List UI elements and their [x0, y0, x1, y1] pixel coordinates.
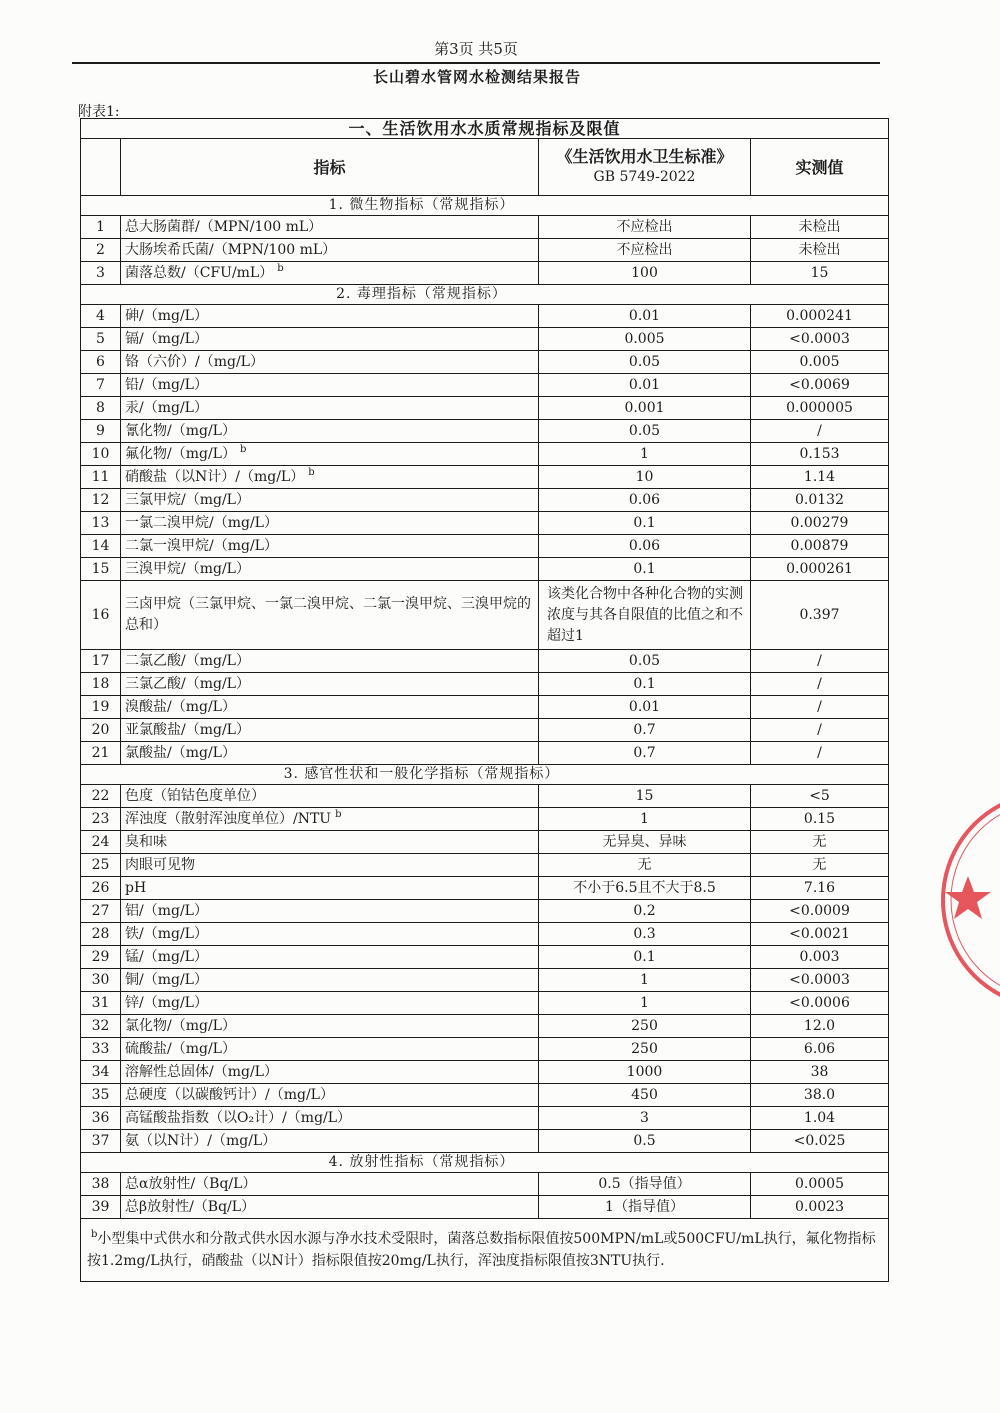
- row-number: 12: [81, 489, 121, 512]
- table-row: [81, 1107, 889, 1130]
- footnote-row: [81, 1219, 889, 1282]
- header-number: [81, 139, 121, 196]
- indicator-cell: [121, 1130, 539, 1153]
- row-number: 38: [81, 1173, 121, 1196]
- table-row: [81, 558, 889, 581]
- results-table: [80, 118, 889, 1282]
- table-row: [81, 673, 889, 696]
- measured-value: <0.025: [751, 1130, 889, 1153]
- limit-value: 10: [539, 466, 751, 489]
- indicator-cell: [121, 877, 539, 900]
- indicator-name: 浑浊度（散射浑浊度单位）/NTU: [125, 810, 332, 827]
- table-row: [81, 831, 889, 854]
- indicator-name: 三溴甲烷/（mg/L）: [125, 560, 250, 577]
- limit-value: 0.01: [539, 696, 751, 719]
- measured-value: 0.15: [751, 808, 889, 831]
- row-number: 33: [81, 1038, 121, 1061]
- measured-value: <0.0003: [751, 328, 889, 351]
- row-number: 21: [81, 742, 121, 765]
- indicator-name: 高锰酸盐指数（以O₂计）/（mg/L）: [125, 1109, 352, 1126]
- row-number: 35: [81, 1084, 121, 1107]
- measured-value: 15: [751, 262, 889, 285]
- limit-value: 0.005: [539, 328, 751, 351]
- indicator-name: 溴酸盐/（mg/L）: [125, 698, 236, 715]
- indicator-cell: [121, 558, 539, 581]
- section-title: 1. 微生物指标（常规指标）: [81, 196, 889, 216]
- table-row: [81, 946, 889, 969]
- table-row: [81, 1196, 889, 1219]
- header-standard-name: 《生活饮用水卫生标准》: [556, 147, 733, 166]
- indicator-cell: [121, 239, 539, 262]
- row-number: 9: [81, 420, 121, 443]
- table-row: [81, 969, 889, 992]
- indicator-cell: [121, 808, 539, 831]
- row-number: 15: [81, 558, 121, 581]
- row-number: 25: [81, 854, 121, 877]
- row-number: 6: [81, 351, 121, 374]
- row-number: 20: [81, 719, 121, 742]
- measured-value: 38: [751, 1061, 889, 1084]
- indicator-cell: [121, 374, 539, 397]
- row-number: 32: [81, 1015, 121, 1038]
- indicator-name: 氯化物/（mg/L）: [125, 1017, 236, 1034]
- footnote: [81, 1219, 889, 1282]
- limit-value: 0.05: [539, 351, 751, 374]
- limit-value: 3: [539, 1107, 751, 1130]
- table-row: [81, 443, 889, 466]
- measured-value: 0.0005: [751, 1173, 889, 1196]
- row-number: 18: [81, 673, 121, 696]
- table-row: [81, 239, 889, 262]
- limit-value: 15: [539, 785, 751, 808]
- measured-value: 0.397: [751, 581, 889, 650]
- indicator-name: 大肠埃希氏菌/（MPN/100 mL）: [125, 241, 337, 258]
- measured-value: /: [751, 420, 889, 443]
- indicator-cell: [121, 581, 539, 650]
- indicator-name: 总硬度（以碳酸钙计）/（mg/L）: [125, 1086, 334, 1103]
- indicator-name: 汞/（mg/L）: [125, 399, 208, 416]
- measured-value: 0.00879: [751, 535, 889, 558]
- indicator-cell: [121, 969, 539, 992]
- limit-value: 0.06: [539, 489, 751, 512]
- indicator-name: 氨（以N计）/（mg/L）: [125, 1132, 277, 1149]
- page-number-info: 第3页 共5页: [434, 40, 518, 58]
- row-number: 1: [81, 216, 121, 239]
- column-header-row: [81, 139, 889, 196]
- row-number: 37: [81, 1130, 121, 1153]
- section-title: 2. 毒理指标（常规指标）: [81, 285, 889, 305]
- row-number: 24: [81, 831, 121, 854]
- row-number: 19: [81, 696, 121, 719]
- limit-value: 0.3: [539, 923, 751, 946]
- limit-value: 450: [539, 1084, 751, 1107]
- section-title: 3. 感官性状和一般化学指标（常规指标）: [81, 765, 889, 785]
- table-row: [81, 1130, 889, 1153]
- footnote-mark: b: [335, 808, 342, 820]
- indicator-name: 氯酸盐/（mg/L）: [125, 744, 236, 761]
- table-title: 一、生活饮用水水质常规指标及限值: [81, 119, 889, 139]
- indicator-cell: [121, 854, 539, 877]
- indicator-cell: [121, 673, 539, 696]
- limit-value: 0.1: [539, 558, 751, 581]
- indicator-name: 锌/（mg/L）: [125, 994, 208, 1011]
- indicator-cell: [121, 1061, 539, 1084]
- table-row: [81, 1084, 889, 1107]
- row-number: 26: [81, 877, 121, 900]
- indicator-cell: [121, 696, 539, 719]
- measured-value: 未检出: [751, 216, 889, 239]
- table-title-row: [81, 119, 889, 139]
- row-number: 36: [81, 1107, 121, 1130]
- row-number: 29: [81, 946, 121, 969]
- indicator-cell: [121, 831, 539, 854]
- indicator-name: 镉/（mg/L）: [125, 330, 208, 347]
- table-row: [81, 785, 889, 808]
- measured-value: 0.0132: [751, 489, 889, 512]
- table-row: [81, 216, 889, 239]
- row-number: 34: [81, 1061, 121, 1084]
- indicator-name: pH: [125, 879, 147, 896]
- indicator-name: 锰/（mg/L）: [125, 948, 208, 965]
- limit-value: 0.7: [539, 742, 751, 765]
- measured-value: 0.00279: [751, 512, 889, 535]
- indicator-cell: [121, 466, 539, 489]
- limit-value: 0.01: [539, 374, 751, 397]
- section-header-row: [81, 196, 889, 216]
- measured-value: <0.0069: [751, 374, 889, 397]
- indicator-cell: [121, 216, 539, 239]
- measured-value: /: [751, 719, 889, 742]
- limit-value: 不应检出: [539, 216, 751, 239]
- indicator-cell: [121, 1196, 539, 1219]
- table-row: [81, 1038, 889, 1061]
- results-body: [81, 196, 889, 1219]
- row-number: 14: [81, 535, 121, 558]
- indicator-name: 总α放射性/（Bq/L）: [125, 1175, 257, 1192]
- indicator-name: 溶解性总固体/（mg/L）: [125, 1063, 278, 1080]
- row-number: 5: [81, 328, 121, 351]
- measured-value: 0.003: [751, 946, 889, 969]
- measured-value: 7.16: [751, 877, 889, 900]
- section-header-row: [81, 285, 889, 305]
- indicator-cell: [121, 443, 539, 466]
- limit-value: 不应检出: [539, 239, 751, 262]
- indicator-name: 总β放射性/（Bq/L）: [125, 1198, 256, 1215]
- limit-value: 0.01: [539, 305, 751, 328]
- row-number: 11: [81, 466, 121, 489]
- measured-value: <0.0009: [751, 900, 889, 923]
- measured-value: 6.06: [751, 1038, 889, 1061]
- table-row: [81, 262, 889, 285]
- limit-value: 250: [539, 1015, 751, 1038]
- indicator-name: 铅/（mg/L）: [125, 376, 208, 393]
- indicator-name: 菌落总数/（CFU/mL）: [125, 264, 274, 281]
- indicator-cell: [121, 1015, 539, 1038]
- limit-value: 1（指导值）: [539, 1196, 751, 1219]
- indicator-cell: [121, 535, 539, 558]
- row-number: 23: [81, 808, 121, 831]
- table-row: [81, 923, 889, 946]
- table-row: [81, 900, 889, 923]
- indicator-cell: [121, 785, 539, 808]
- indicator-cell: [121, 1084, 539, 1107]
- measured-value: /: [751, 673, 889, 696]
- row-number: 16: [81, 581, 121, 650]
- indicator-cell: [121, 650, 539, 673]
- row-number: 3: [81, 262, 121, 285]
- table-row: [81, 1015, 889, 1038]
- table-row: [81, 808, 889, 831]
- row-number: 22: [81, 785, 121, 808]
- measured-value: 0.000261: [751, 558, 889, 581]
- measured-value: 0.0023: [751, 1196, 889, 1219]
- measured-value: <5: [751, 785, 889, 808]
- limit-value: 0.7: [539, 719, 751, 742]
- indicator-name: 三卤甲烷（三氯甲烷、一氯二溴甲烷、二氯一溴甲烷、三溴甲烷的总和）: [125, 596, 531, 633]
- table-row: [81, 1061, 889, 1084]
- measured-value: /: [751, 742, 889, 765]
- limit-value: 250: [539, 1038, 751, 1061]
- table-row: [81, 854, 889, 877]
- limit-value: 1000: [539, 1061, 751, 1084]
- limit-value: 1: [539, 969, 751, 992]
- footnote-mark: b: [91, 1229, 98, 1240]
- header-measured: 实测值: [751, 139, 889, 196]
- row-number: 7: [81, 374, 121, 397]
- row-number: 13: [81, 512, 121, 535]
- header-standard: [539, 139, 751, 196]
- limit-value: 0.1: [539, 673, 751, 696]
- limit-value: 0.5（指导值）: [539, 1173, 751, 1196]
- indicator-name: 二氯一溴甲烷/（mg/L）: [125, 537, 278, 554]
- limit-value: 无异臭、异味: [539, 831, 751, 854]
- indicator-cell: [121, 742, 539, 765]
- indicator-cell: [121, 262, 539, 285]
- footnote-mark: b: [308, 466, 315, 478]
- row-number: 30: [81, 969, 121, 992]
- indicator-name: 铬（六价）/（mg/L）: [125, 353, 264, 370]
- table-row: [81, 489, 889, 512]
- indicator-cell: [121, 489, 539, 512]
- limit-value: 不小于6.5且不大于8.5: [539, 877, 751, 900]
- table-row: [81, 581, 889, 650]
- table-row: [81, 742, 889, 765]
- row-number: 10: [81, 443, 121, 466]
- measured-value: 0.153: [751, 443, 889, 466]
- footnote-mark: b: [239, 443, 247, 455]
- indicator-cell: [121, 328, 539, 351]
- indicator-name: 三氯甲烷/（mg/L）: [125, 491, 250, 508]
- limit-value: 0.001: [539, 397, 751, 420]
- table-row: [81, 512, 889, 535]
- measured-value: <0.0006: [751, 992, 889, 1015]
- limit-value: 1: [539, 808, 751, 831]
- limit-value: 0.05: [539, 420, 751, 443]
- indicator-cell: [121, 1038, 539, 1061]
- indicator-cell: [121, 992, 539, 1015]
- indicator-cell: [121, 420, 539, 443]
- annex-label: 附表1:: [78, 104, 120, 120]
- measured-value: 0.005: [751, 351, 889, 374]
- measured-value: 1.14: [751, 466, 889, 489]
- indicator-name: 氟化物/（mg/L）: [125, 445, 236, 462]
- limit-value: 0.2: [539, 900, 751, 923]
- limit-value: 该类化合物中各种化合物的实测浓度与其各自限值的比值之和不超过1: [539, 581, 751, 650]
- official-seal: [900, 780, 1000, 1020]
- indicator-name: 铜/（mg/L）: [125, 971, 208, 988]
- row-number: 27: [81, 900, 121, 923]
- indicator-cell: [121, 946, 539, 969]
- row-number: 28: [81, 923, 121, 946]
- measured-value: 无: [751, 831, 889, 854]
- indicator-name: 一氯二溴甲烷/（mg/L）: [125, 514, 278, 531]
- limit-value: 0.1: [539, 946, 751, 969]
- table-row: [81, 397, 889, 420]
- measured-value: 未检出: [751, 239, 889, 262]
- row-number: 17: [81, 650, 121, 673]
- indicator-cell: [121, 351, 539, 374]
- indicator-cell: [121, 923, 539, 946]
- header-rule: [72, 62, 880, 64]
- measured-value: /: [751, 650, 889, 673]
- measured-value: 0.000005: [751, 397, 889, 420]
- indicator-name: 亚氯酸盐/（mg/L）: [125, 721, 250, 738]
- table-row: [81, 650, 889, 673]
- row-number: 31: [81, 992, 121, 1015]
- table-row: [81, 420, 889, 443]
- limit-value: 0.06: [539, 535, 751, 558]
- header-standard-code: GB 5749-2022: [593, 169, 696, 185]
- indicator-cell: [121, 1173, 539, 1196]
- indicator-name: 总大肠菌群/（MPN/100 mL）: [125, 218, 323, 235]
- limit-value: 1: [539, 992, 751, 1015]
- table-row: [81, 351, 889, 374]
- limit-value: 0.5: [539, 1130, 751, 1153]
- indicator-name: 臭和味: [125, 833, 167, 850]
- section-title: 4. 放射性指标（常规指标）: [81, 1153, 889, 1173]
- indicator-name: 铁/（mg/L）: [125, 925, 208, 942]
- indicator-name: 砷/（mg/L）: [125, 307, 208, 324]
- measured-value: 1.04: [751, 1107, 889, 1130]
- table-row: [81, 696, 889, 719]
- measured-value: /: [751, 696, 889, 719]
- indicator-cell: [121, 1107, 539, 1130]
- row-number: 4: [81, 305, 121, 328]
- indicator-name: 肉眼可见物: [125, 856, 195, 873]
- limit-value: 无: [539, 854, 751, 877]
- indicator-name: 三氯乙酸/（mg/L）: [125, 675, 250, 692]
- measured-value: <0.0021: [751, 923, 889, 946]
- row-number: 8: [81, 397, 121, 420]
- table-row: [81, 992, 889, 1015]
- measured-value: 38.0: [751, 1084, 889, 1107]
- indicator-name: 硝酸盐（以N计）/（mg/L）: [125, 468, 305, 485]
- indicator-name: 氰化物/（mg/L）: [125, 422, 236, 439]
- table-row: [81, 305, 889, 328]
- indicator-name: 二氯乙酸/（mg/L）: [125, 652, 250, 669]
- row-number: 39: [81, 1196, 121, 1219]
- limit-value: 100: [539, 262, 751, 285]
- limit-value: 0.1: [539, 512, 751, 535]
- indicator-cell: [121, 305, 539, 328]
- measured-value: 12.0: [751, 1015, 889, 1038]
- limit-value: 0.05: [539, 650, 751, 673]
- report-title: 长山碧水管网水检测结果报告: [372, 68, 581, 86]
- header-indicator: 指标: [121, 139, 539, 196]
- footnote-text: 小型集中式供水和分散式供水因水源与净水技术受限时，菌落总数指标限值按500MPN/mL或500CFU/mL执行，氟化物指标按1.2mg/L执行，硝酸盐（以N计）指标限值按20mg/L执行，浑浊度指标限值按3NTU执行.: [87, 1231, 876, 1269]
- row-number: 2: [81, 239, 121, 262]
- table-row: [81, 877, 889, 900]
- table-row: [81, 374, 889, 397]
- section-header-row: [81, 765, 889, 785]
- measured-value: 0.000241: [751, 305, 889, 328]
- table-row: [81, 535, 889, 558]
- table-row: [81, 719, 889, 742]
- measured-value: <0.0003: [751, 969, 889, 992]
- measured-value: 无: [751, 854, 889, 877]
- indicator-name: 硫酸盐/（mg/L）: [125, 1040, 236, 1057]
- section-header-row: [81, 1153, 889, 1173]
- indicator-name: 铝/（mg/L）: [125, 902, 208, 919]
- footnote-mark: b: [277, 262, 284, 274]
- indicator-cell: [121, 719, 539, 742]
- indicator-cell: [121, 512, 539, 535]
- limit-value: 1: [539, 443, 751, 466]
- indicator-cell: [121, 900, 539, 923]
- table-row: [81, 466, 889, 489]
- table-row: [81, 328, 889, 351]
- table-row: [81, 1173, 889, 1196]
- indicator-cell: [121, 397, 539, 420]
- indicator-name: 色度（铂钴色度单位）: [125, 787, 265, 804]
